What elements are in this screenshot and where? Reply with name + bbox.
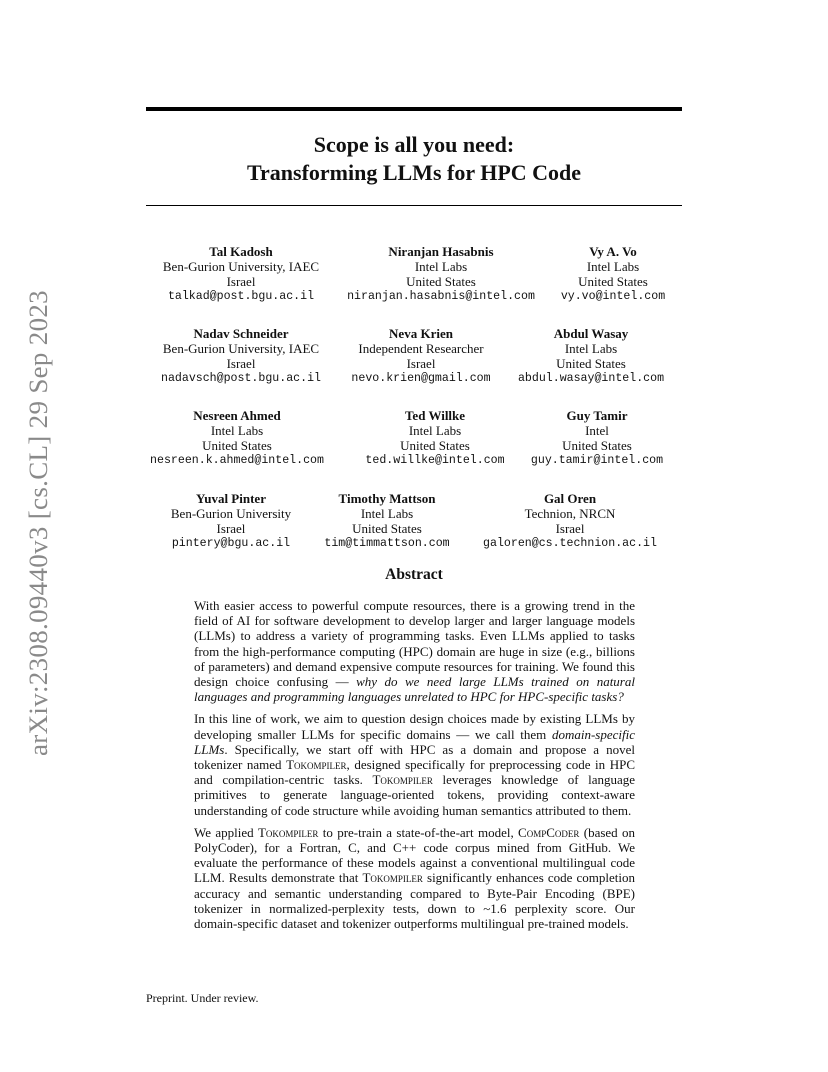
title-bottom-rule (146, 205, 682, 206)
author-affiliation: Ben-Gurion University (170, 506, 292, 521)
author-entry (365, 408, 504, 469)
title-line-2: Transforming LLMs for HPC Code (246, 160, 582, 185)
author-country: United States (556, 356, 626, 371)
author-name: Gal Oren (543, 491, 597, 506)
author-entry (347, 244, 535, 305)
author-entry (161, 326, 321, 387)
author-email[interactable]: nesreen.k.ahmed@intel.com (150, 454, 324, 467)
author-country: Israel (226, 274, 256, 289)
abstract-paragraph-1: With easier access to powerful compute resources, there is a growing trend in the field of AI for software development to develop larger and larger language models (LLMs) to address a variety of programming tasks. Even LLMs applied to tasks from the high-performance computing (HPC) domain are huge in size (e.g., billions of parameters) and demand expensive compute resources for training. We found this design choice confusing — why do we need large LLMs trained on natural languages and programming languages unrelated to HPC for HPC-specific tasks? (194, 598, 635, 705)
author-affiliation: Intel Labs (210, 423, 264, 438)
author-email[interactable]: tim@timmattson.com (324, 537, 450, 550)
author-entry (171, 491, 291, 552)
abstract-paragraph-2: In this line of work, we aim to question design choices made by existing LLMs by developing smaller LLMs for specific domains — we call them domain-specific LLMs. Specifically, we start off with HPC as a domain and propose a novel tokenizer named Tokompiler, designed specifically for preprocessing code in HPC and compilation-centric tasks. Tokompiler leverages knowledge of language primitives to generate language-oriented tokens, providing context-aware understanding of code structure while avoiding human semantics attributed to them. (194, 711, 635, 818)
arxiv-identifier (17, 290, 57, 760)
author-entry (483, 491, 657, 552)
author-email[interactable]: niranjan.hasabnis@intel.com (347, 290, 535, 303)
abstract-paragraph-3: We applied Tokompiler to pre-train a state-of-the-art model, CompCoder (based on PolyCoder), for a Fortran, C, and C++ code corpus mined from GitHub. We evaluate the performance of these models against a conventional multilingual code LLM. Results demonstrate that Tokompiler significantly enhances code completion accuracy and semantic understanding compared to Byte-Pair Encoding (BPE) tokenizer in normalized-perplexity tests, down to ~1.6 perplexity score. Our domain-specific dataset and tokenizer outperforms multilingual pre-trained models. (194, 824, 636, 932)
author-email[interactable]: vy.vo@intel.com (560, 290, 666, 303)
author-entry (150, 408, 324, 469)
author-email[interactable]: ted.willke@intel.com (365, 454, 505, 467)
abstract-heading: Abstract (385, 566, 443, 583)
author-name: Nesreen Ahmed (193, 408, 281, 423)
author-country: United States (578, 274, 648, 289)
author-country: Israel (216, 521, 246, 536)
paper-title (146, 131, 682, 187)
author-name: Tal Kadosh (209, 244, 273, 259)
author-affiliation: Ben-Gurion University, IAEC (162, 259, 320, 274)
preprint-footer: Preprint. Under review. (146, 991, 259, 1005)
author-affiliation: Intel Labs (586, 259, 640, 274)
title-top-rule (146, 107, 682, 111)
author-affiliation: Intel Labs (414, 259, 468, 274)
author-country: United States (406, 274, 476, 289)
title-line-1: Scope is all you need: (313, 132, 515, 157)
author-name: Yuval Pinter (196, 491, 266, 506)
author-affiliation: Ben-Gurion University, IAEC (162, 341, 320, 356)
author-name: Nadav Schneider (193, 326, 289, 341)
author-entry (324, 491, 449, 552)
arxiv-identifier-text: arXiv:2308.09440v3 [cs.CL] 29 Sep 2023 (24, 306, 53, 756)
author-country: Israel (406, 356, 436, 371)
author-name: Ted Willke (404, 408, 466, 423)
author-email[interactable]: pintery@bgu.ac.il (171, 537, 291, 550)
author-name: Guy Tamir (566, 408, 628, 423)
author-entry (351, 326, 490, 387)
author-affiliation: Technion, NRCN (524, 506, 616, 521)
author-affiliation: Intel Labs (360, 506, 414, 521)
author-country: United States (562, 438, 632, 453)
author-entry (531, 408, 663, 469)
author-country: United States (202, 438, 272, 453)
author-email[interactable]: talkad@post.bgu.ac.il (167, 290, 315, 303)
author-affiliation: Intel Labs (564, 341, 618, 356)
author-country: United States (352, 521, 422, 536)
author-email[interactable]: nevo.krien@gmail.com (351, 372, 491, 385)
author-name: Abdul Wasay (553, 326, 629, 341)
author-name: Vy A. Vo (589, 244, 637, 259)
author-email[interactable]: nadavsch@post.bgu.ac.il (160, 372, 322, 385)
author-affiliation: Intel (585, 423, 609, 438)
author-name: Niranjan Hasabnis (388, 244, 494, 259)
author-name: Neva Krien (389, 326, 453, 341)
abstract-body (194, 598, 635, 938)
author-entry (163, 244, 319, 305)
author-country: Israel (555, 521, 585, 536)
author-email[interactable]: abdul.wasay@intel.com (517, 372, 665, 385)
author-affiliation: Intel Labs (408, 423, 462, 438)
author-name: Timothy Mattson (338, 491, 436, 506)
author-email[interactable]: guy.tamir@intel.com (530, 454, 664, 467)
author-email[interactable]: galoren@cs.technion.ac.il (483, 537, 657, 550)
author-country: Israel (226, 356, 256, 371)
author-country: United States (400, 438, 470, 453)
author-entry (561, 244, 665, 305)
author-affiliation: Independent Researcher (358, 341, 484, 356)
author-entry (518, 326, 664, 387)
